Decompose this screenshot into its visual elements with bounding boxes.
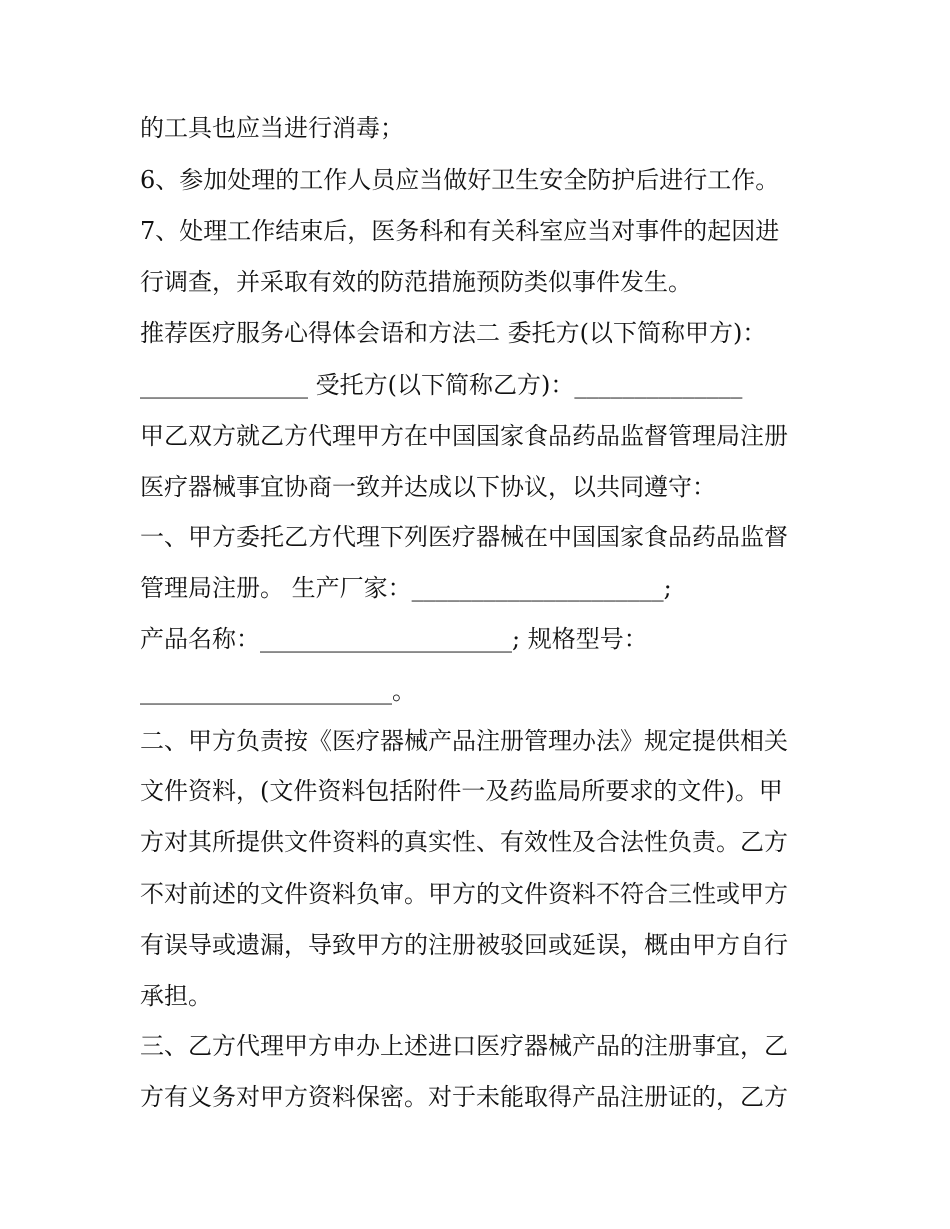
text-line: 6、参加处理的工作人员应当做好卫生安全防护后进行工作。 [140,166,780,194]
text-line: 甲乙双方就乙方代理甲方在中国国家食品药品监督管理局注册 [140,422,788,450]
text-line: 行调查，并采取有效的防范措施预防类似事件发生。 [140,268,692,296]
text-line: 一、甲方委托乙方代理下列医疗器械在中国国家食品药品监督 [140,523,788,551]
text-line: 的工具也应当进行消毒； [140,114,404,142]
text-line: 产品名称：_____________________; 规格型号： [140,625,648,653]
text-line: 管理局注册。 生产厂家：_____________________; [140,574,672,602]
text-line: 7、处理工作结束后，医务科和有关科室应当对事件的起因进 [140,217,780,245]
text-line: 有误导或遗漏，导致甲方的注册被驳回或延误，概由甲方自行 [140,931,788,959]
text-line: 文件资料，(文件资料包括附件一及药监局所要求的文件)。甲 [140,777,783,805]
text-line: 方有义务对甲方资料保密。对于未能取得产品注册证的，乙方 [140,1083,788,1111]
text-line: 二、甲方负责按《医疗器械产品注册管理办法》规定提供相关 [140,727,788,755]
text-line: 推荐医疗服务心得体会语和方法二 委托方(以下简称甲方)： [140,319,767,347]
text-line: 承担。 [140,982,212,1010]
text-line: 不对前述的文件资料负审。甲方的文件资料不符合三性或甲方 [140,880,788,908]
text-line: ______________ 受托方(以下简称乙方)：______________ [140,371,743,399]
text-line: _____________________。 [140,677,416,705]
text-line: 医疗器械事宜协商一致并达成以下协议，以共同遵守： [140,473,716,501]
text-line: 三、乙方代理甲方申办上述进口医疗器械产品的注册事宜，乙 [140,1032,788,1060]
text-line: 方对其所提供文件资料的真实性、有效性及合法性负责。乙方 [140,828,788,856]
